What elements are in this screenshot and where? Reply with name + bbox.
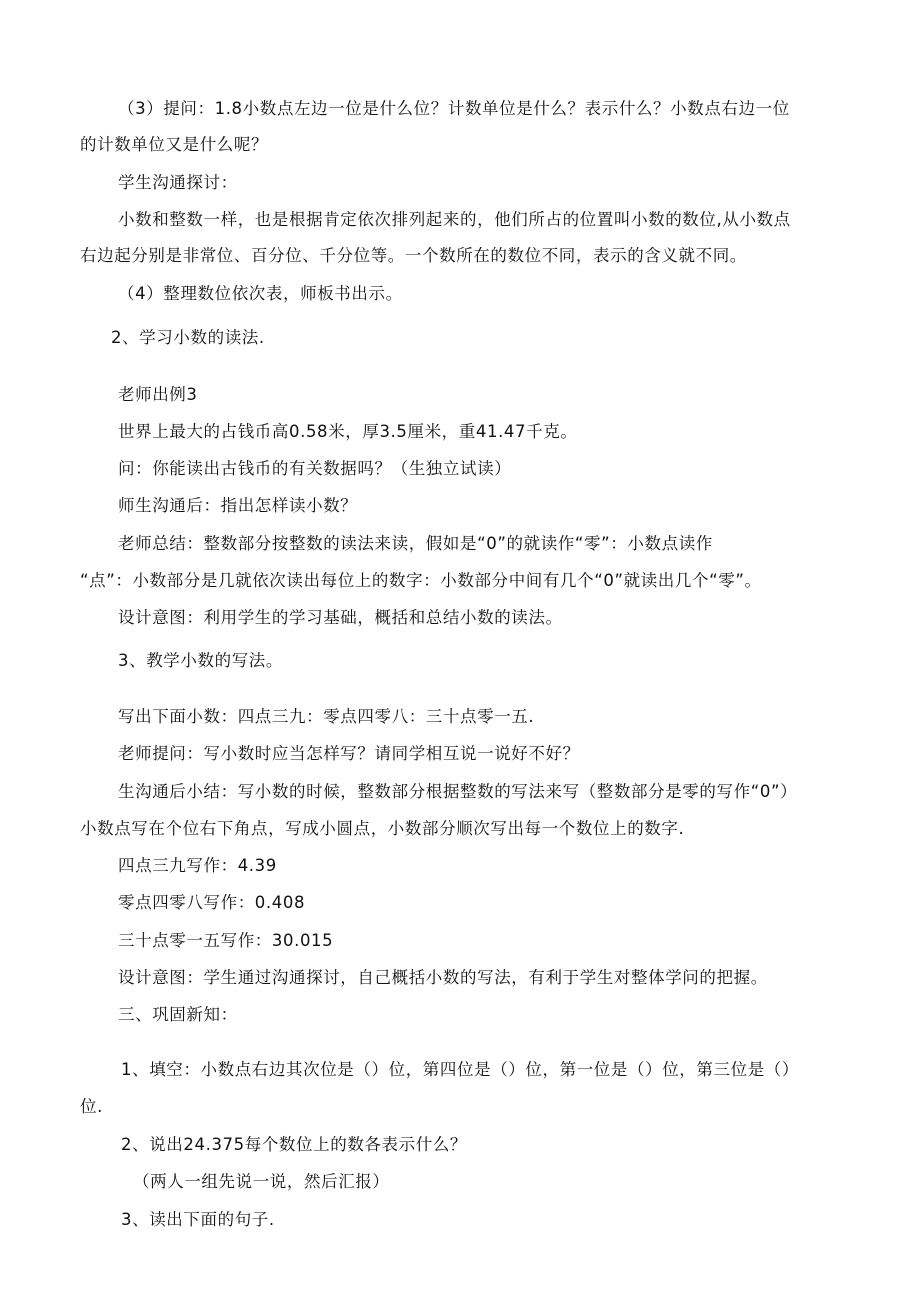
text-line: 老师总结：整数部分按整数的读法来读，假如是“0”的就读作“零”：小数点读作 [118,534,713,553]
text-line: 3、教学小数的写法。 [118,651,283,670]
text-line: 零点四零八写作：0.408 [118,893,306,912]
text-line: 老师出例3 [118,385,198,404]
text-line: 小数点写在个位右下角点，写成小圆点，小数部分顺次写出每一个数位上的数字. [80,819,685,838]
text-line: 世界上最大的占钱币高0.58米，厚3.5厘米，重41.47千克。 [118,422,578,441]
text-line: 师生沟通后：指出怎样读小数？ [118,496,358,515]
text-line: 2、说出24.375每个数位上的数各表示什么？ [121,1135,468,1154]
text-line: 位. [80,1097,103,1116]
text-line: （4）整理数位依次表，师板书出示。 [118,284,403,303]
text-line: 设计意图：学生通过沟通探讨，自己概括小数的写法，有利于学生对整体学问的把握。 [118,968,768,987]
text-line: （3）提问：1.8小数点左边一位是什么位？计数单位是什么？表示什么？小数点右边一位 [118,99,790,118]
text-line: 学生沟通探讨： [118,173,238,192]
text-line: 老师提问：写小数时应当怎样写？请同学相互说一说好不好？ [118,744,580,763]
text-line: 1、填空：小数点右边其次位是（）位，第四位是（）位，第一位是（）位，第三位是（） [121,1060,799,1079]
text-line: 小数和整数一样，也是根据肯定依次排列起来的，他们所占的位置叫小数的数位,从小数点 [118,210,791,229]
text-line: 右边起分别是非常位、百分位、千分位等。一个数所在的数位不同，表示的含义就不同。 [80,246,747,265]
text-line: 3、读出下面的句子. [121,1210,275,1229]
text-line: （两人一组先说一说，然后汇报） [133,1172,390,1191]
text-line: 三十点零一五写作：30.015 [118,931,334,950]
text-line: 四点三九写作：4.39 [118,856,277,875]
text-line: “点”：小数部分是几就依次读出每位上的数字：小数部分中间有几个“0”就读出几个“零”。 [80,571,762,590]
text-line: 2、学习小数的读法. [111,328,265,347]
text-line: 问：你能读出古钱币的有关数据吗？（生独立试读） [118,459,512,478]
text-line: 写出下面小数：四点三九：零点四零八：三十点零一五. [118,707,535,726]
text-line: 生沟通后小结：写小数的时候，整数部分根据整数的写法来写（整数部分是零的写作“0”） [118,782,798,801]
text-line: 设计意图：利用学生的学习基础，概括和总结小数的读法。 [118,608,563,627]
text-line: 三、巩固新知： [118,1005,238,1024]
text-line: 的计数单位又是什么呢？ [80,135,269,154]
